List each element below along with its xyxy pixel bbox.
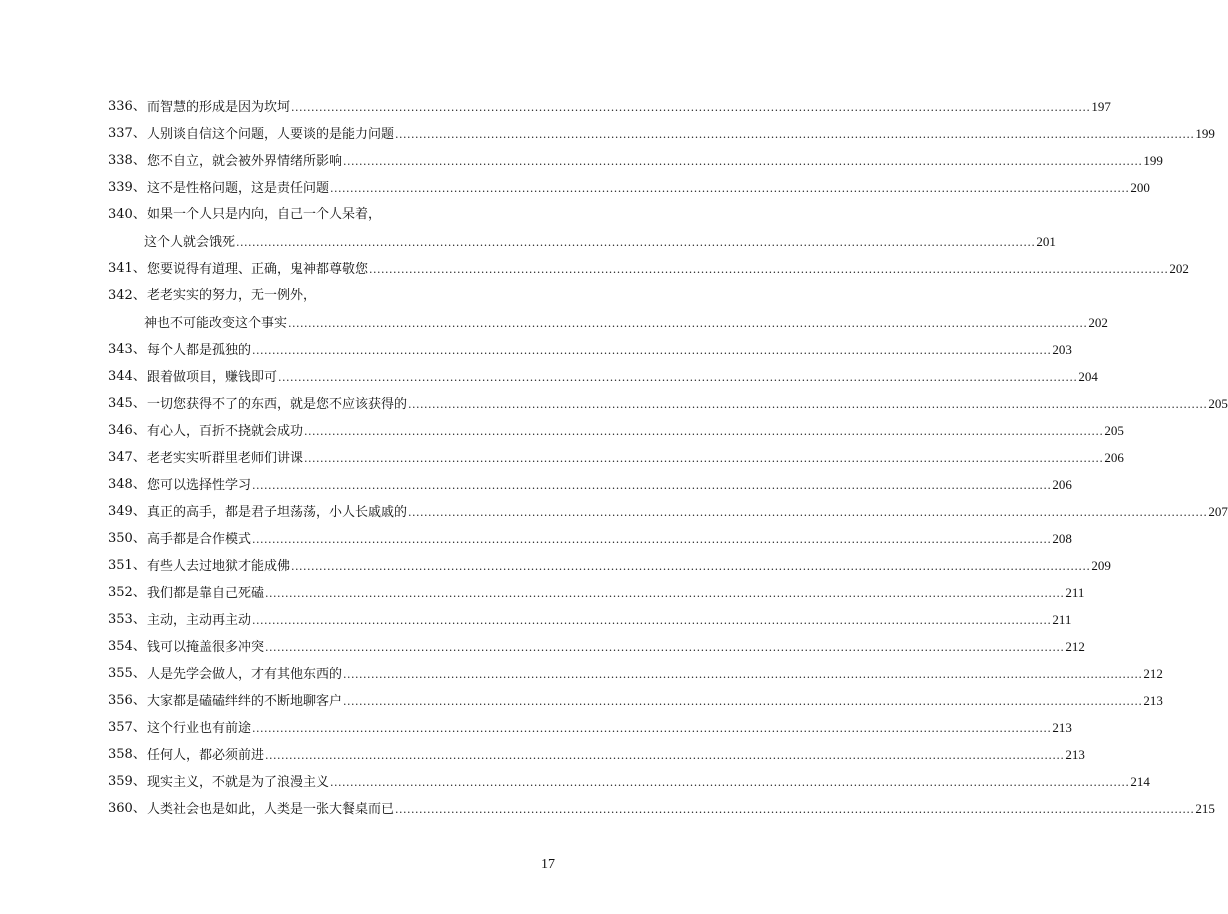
toc-entry[interactable] bbox=[0, 363, 1098, 390]
toc-entry[interactable] bbox=[0, 687, 1163, 714]
toc-entry-title: 一切您获得不了的东西，就是您不应该获得的 bbox=[147, 397, 408, 412]
toc-entry-line bbox=[147, 552, 1111, 580]
toc-entry-line bbox=[147, 660, 1163, 688]
dot-leader: ........................................................................................................................................................................................................ bbox=[236, 236, 1036, 249]
toc-entry[interactable] bbox=[0, 795, 1215, 822]
toc-entry-number: 341、 bbox=[108, 261, 146, 276]
toc-entry-line bbox=[147, 687, 1163, 715]
toc-entry-page: 197 bbox=[1091, 99, 1111, 114]
toc-entry-line bbox=[147, 336, 1072, 364]
toc-entry-number: 342、 bbox=[108, 288, 146, 303]
toc-entry-number: 338、 bbox=[108, 153, 146, 168]
toc-entry-line bbox=[147, 147, 1163, 175]
toc-entry-page: 208 bbox=[1052, 531, 1072, 546]
toc-entry-number: 359、 bbox=[108, 774, 146, 789]
toc-entry-line bbox=[147, 633, 1085, 661]
toc-entry[interactable] bbox=[0, 741, 1085, 768]
toc-entry-page: 199 bbox=[1143, 153, 1163, 168]
toc-entry[interactable] bbox=[0, 255, 1189, 282]
toc-entry-title: 真正的高手，都是君子坦荡荡，小人长戚戚的 bbox=[147, 505, 408, 520]
toc-entry[interactable] bbox=[0, 201, 635, 228]
toc-entry-page: 202 bbox=[1169, 261, 1189, 276]
dot-leader: ........................................................................................................................................................................................................ bbox=[408, 398, 1208, 411]
dot-leader: ........................................................................................................................................................................................................ bbox=[343, 695, 1143, 708]
toc-entry-title: 这个人就会饿死 bbox=[144, 235, 236, 250]
page-number: 17 bbox=[541, 857, 555, 872]
toc-entry-page: 204 bbox=[1078, 369, 1098, 384]
dot-leader: ........................................................................................................................................................................................................ bbox=[288, 317, 1088, 330]
toc-entry-number: 360、 bbox=[108, 801, 146, 816]
toc-entry[interactable] bbox=[0, 282, 635, 309]
toc-entry-line bbox=[147, 498, 1228, 526]
toc-entry[interactable] bbox=[0, 768, 1150, 795]
toc-entry-title: 高手都是合作模式 bbox=[147, 532, 252, 547]
toc-entry[interactable] bbox=[0, 525, 1072, 552]
toc-entry-page: 201 bbox=[1036, 234, 1056, 249]
dot-leader: ........................................................................................................................................................................................................ bbox=[408, 506, 1208, 519]
toc-entry-page: 211 bbox=[1052, 612, 1072, 627]
toc-entry-continuation[interactable] bbox=[0, 228, 1056, 255]
toc-entry-line bbox=[147, 768, 1150, 796]
toc-entry-title: 而智慧的形成是因为坎坷 bbox=[147, 100, 291, 115]
toc-entry-title: 任何人，都必须前进 bbox=[147, 748, 265, 763]
toc-entry-line bbox=[147, 390, 1228, 418]
toc-entry-title: 人别谈自信这个问题，人要谈的是能力问题 bbox=[147, 127, 395, 142]
toc-entry-page: 213 bbox=[1052, 720, 1072, 735]
toc-entry-number: 339、 bbox=[108, 180, 146, 195]
toc-entry-number: 353、 bbox=[108, 612, 146, 627]
toc-entry-page: 206 bbox=[1052, 477, 1072, 492]
toc-entry-line bbox=[147, 282, 518, 309]
toc-entry-continuation[interactable] bbox=[0, 309, 1108, 336]
toc-entry-title: 神也不可能改变这个事实 bbox=[144, 316, 288, 331]
dot-leader: ........................................................................................................................................................................................................ bbox=[252, 722, 1052, 735]
toc-entry-page: 211 bbox=[1065, 585, 1085, 600]
toc-entry-number: 345、 bbox=[108, 396, 146, 411]
dot-leader: ........................................................................................................................................................................................................ bbox=[304, 425, 1104, 438]
toc-entry[interactable] bbox=[0, 444, 1124, 471]
dot-leader: ........................................................................................................................................................................................................ bbox=[265, 641, 1065, 654]
toc-entry-page: 205 bbox=[1104, 423, 1124, 438]
toc-entry-page: 200 bbox=[1130, 180, 1150, 195]
toc-entry-line bbox=[144, 309, 1108, 337]
toc-entry[interactable] bbox=[0, 174, 1150, 201]
toc-entry-number: 356、 bbox=[108, 693, 146, 708]
toc-entry[interactable] bbox=[0, 120, 1215, 147]
toc-entry[interactable] bbox=[0, 633, 1085, 660]
toc-entry-line bbox=[147, 174, 1150, 202]
dot-leader: ........................................................................................................................................................................................................ bbox=[343, 155, 1143, 168]
toc-entry-number: 350、 bbox=[108, 531, 146, 546]
toc-entry[interactable] bbox=[0, 660, 1163, 687]
toc-entry-title: 有些人去过地狱才能成佛 bbox=[147, 559, 291, 574]
dot-leader: ........................................................................................................................................................................................................ bbox=[330, 182, 1130, 195]
toc-entry[interactable] bbox=[0, 93, 1111, 120]
dot-leader: ........................................................................................................................................................................................................ bbox=[369, 263, 1169, 276]
toc-entry-title: 您要说得有道理、正确，鬼神都尊敬您 bbox=[147, 262, 369, 277]
toc-entry-number: 358、 bbox=[108, 747, 146, 762]
toc-entry-line bbox=[147, 120, 1215, 148]
toc-entry-page: 214 bbox=[1130, 774, 1150, 789]
toc-entry-number: 343、 bbox=[108, 342, 146, 357]
toc-entry-title: 我们都是靠自己死磕 bbox=[147, 586, 265, 601]
toc-entry-line bbox=[147, 363, 1098, 391]
dot-leader: ........................................................................................................................................................................................................ bbox=[252, 344, 1052, 357]
toc-entry-line bbox=[147, 795, 1215, 823]
dot-leader: ........................................................................................................................................................................................................ bbox=[343, 668, 1143, 681]
toc-entry-number: 346、 bbox=[108, 423, 146, 438]
toc-entry-line bbox=[147, 741, 1085, 769]
toc-entry-title: 现实主义，不就是为了浪漫主义 bbox=[147, 775, 330, 790]
dot-leader: ........................................................................................................................................................................................................ bbox=[252, 533, 1052, 546]
toc-entry-page: 205 bbox=[1208, 396, 1228, 411]
toc-entry[interactable] bbox=[0, 552, 1111, 579]
toc-entry-number: 344、 bbox=[108, 369, 146, 384]
toc-entry-page: 212 bbox=[1143, 666, 1163, 681]
toc-entry-title: 老老实实的努力，无一例外， bbox=[147, 288, 317, 303]
toc-entry-line bbox=[147, 471, 1072, 499]
toc-entry[interactable] bbox=[0, 336, 1072, 363]
toc-entry-number: 349、 bbox=[108, 504, 146, 519]
toc-entry-title: 如果一个人只是内向，自己一个人呆着， bbox=[147, 207, 382, 222]
toc-entry[interactable] bbox=[0, 390, 1228, 417]
toc-entry-title: 有心人，百折不挠就会成功 bbox=[147, 424, 304, 439]
toc-entry-title: 您可以选择性学习 bbox=[147, 478, 252, 493]
toc-entry-page: 207 bbox=[1208, 504, 1228, 519]
toc-entry-title: 每个人都是孤独的 bbox=[147, 343, 252, 358]
toc-entry[interactable] bbox=[0, 498, 1228, 525]
toc-entry-number: 352、 bbox=[108, 585, 146, 600]
dot-leader: ........................................................................................................................................................................................................ bbox=[252, 614, 1052, 627]
toc-entry-number: 355、 bbox=[108, 666, 146, 681]
dot-leader: ........................................................................................................................................................................................................ bbox=[278, 371, 1078, 384]
toc-entry-title: 人是先学会做人，才有其他东西的 bbox=[147, 667, 343, 682]
toc-entry-number: 336、 bbox=[108, 99, 146, 114]
toc-entry-title: 老老实实听群里老师们讲课 bbox=[147, 451, 304, 466]
dot-leader: ........................................................................................................................................................................................................ bbox=[252, 479, 1052, 492]
toc-entry-page: 212 bbox=[1065, 639, 1085, 654]
toc-entry-title: 这个行业也有前途 bbox=[147, 721, 252, 736]
toc-entry-number: 337、 bbox=[108, 126, 146, 141]
toc-entry[interactable] bbox=[0, 147, 1163, 174]
toc-entry[interactable] bbox=[0, 417, 1124, 444]
dot-leader: ........................................................................................................................................................................................................ bbox=[304, 452, 1104, 465]
toc-entry-line bbox=[147, 444, 1124, 472]
table-of-contents bbox=[0, 93, 1228, 822]
toc-entry-number: 351、 bbox=[108, 558, 146, 573]
dot-leader: ........................................................................................................................................................................................................ bbox=[265, 587, 1065, 600]
toc-entry-title: 主动，主动再主动 bbox=[147, 613, 252, 628]
toc-entry-page: 199 bbox=[1195, 126, 1215, 141]
toc-entry-title: 这不是性格问题，这是责任问题 bbox=[147, 181, 330, 196]
dot-leader: ........................................................................................................................................................................................................ bbox=[265, 749, 1065, 762]
toc-entry-page: 213 bbox=[1143, 693, 1163, 708]
toc-entry[interactable] bbox=[0, 714, 1072, 741]
toc-entry-number: 340、 bbox=[108, 207, 146, 222]
dot-leader: ........................................................................................................................................................................................................ bbox=[291, 560, 1091, 573]
toc-entry-page: 213 bbox=[1065, 747, 1085, 762]
toc-entry-title: 跟着做项目，赚钱即可 bbox=[147, 370, 278, 385]
toc-entry-line bbox=[147, 255, 1189, 283]
toc-entry-title: 钱可以掩盖很多冲突 bbox=[147, 640, 265, 655]
toc-entry[interactable] bbox=[0, 579, 1085, 606]
dot-leader: ........................................................................................................................................................................................................ bbox=[330, 776, 1130, 789]
toc-entry-number: 354、 bbox=[108, 639, 146, 654]
toc-entry-title: 您不自立，就会被外界情绪所影响 bbox=[147, 154, 343, 169]
dot-leader: ........................................................................................................................................................................................................ bbox=[395, 803, 1195, 816]
toc-entry-page: 202 bbox=[1088, 315, 1108, 330]
toc-entry-number: 348、 bbox=[108, 477, 146, 492]
toc-entry-line bbox=[147, 525, 1072, 553]
dot-leader: ........................................................................................................................................................................................................ bbox=[291, 101, 1091, 114]
toc-entry-line bbox=[147, 714, 1072, 742]
toc-entry-page: 209 bbox=[1091, 558, 1111, 573]
toc-entry-title: 大家都是磕磕绊绊的不断地聊客户 bbox=[147, 694, 343, 709]
dot-leader: ........................................................................................................................................................................................................ bbox=[395, 128, 1195, 141]
toc-entry-title: 人类社会也是如此，人类是一张大餐桌而已 bbox=[147, 802, 395, 817]
toc-entry-line bbox=[147, 417, 1124, 445]
toc-entry-line bbox=[147, 93, 1111, 121]
toc-entry-page: 206 bbox=[1104, 450, 1124, 465]
toc-entry-page: 215 bbox=[1195, 801, 1215, 816]
toc-entry-number: 357、 bbox=[108, 720, 146, 735]
toc-entry-line bbox=[147, 201, 518, 228]
toc-entry-line bbox=[147, 606, 1072, 634]
toc-entry[interactable] bbox=[0, 606, 1072, 633]
toc-entry-page: 203 bbox=[1052, 342, 1072, 357]
toc-entry-line bbox=[144, 228, 1056, 256]
toc-entry-line bbox=[147, 579, 1085, 607]
toc-entry[interactable] bbox=[0, 471, 1072, 498]
toc-entry-number: 347、 bbox=[108, 450, 146, 465]
